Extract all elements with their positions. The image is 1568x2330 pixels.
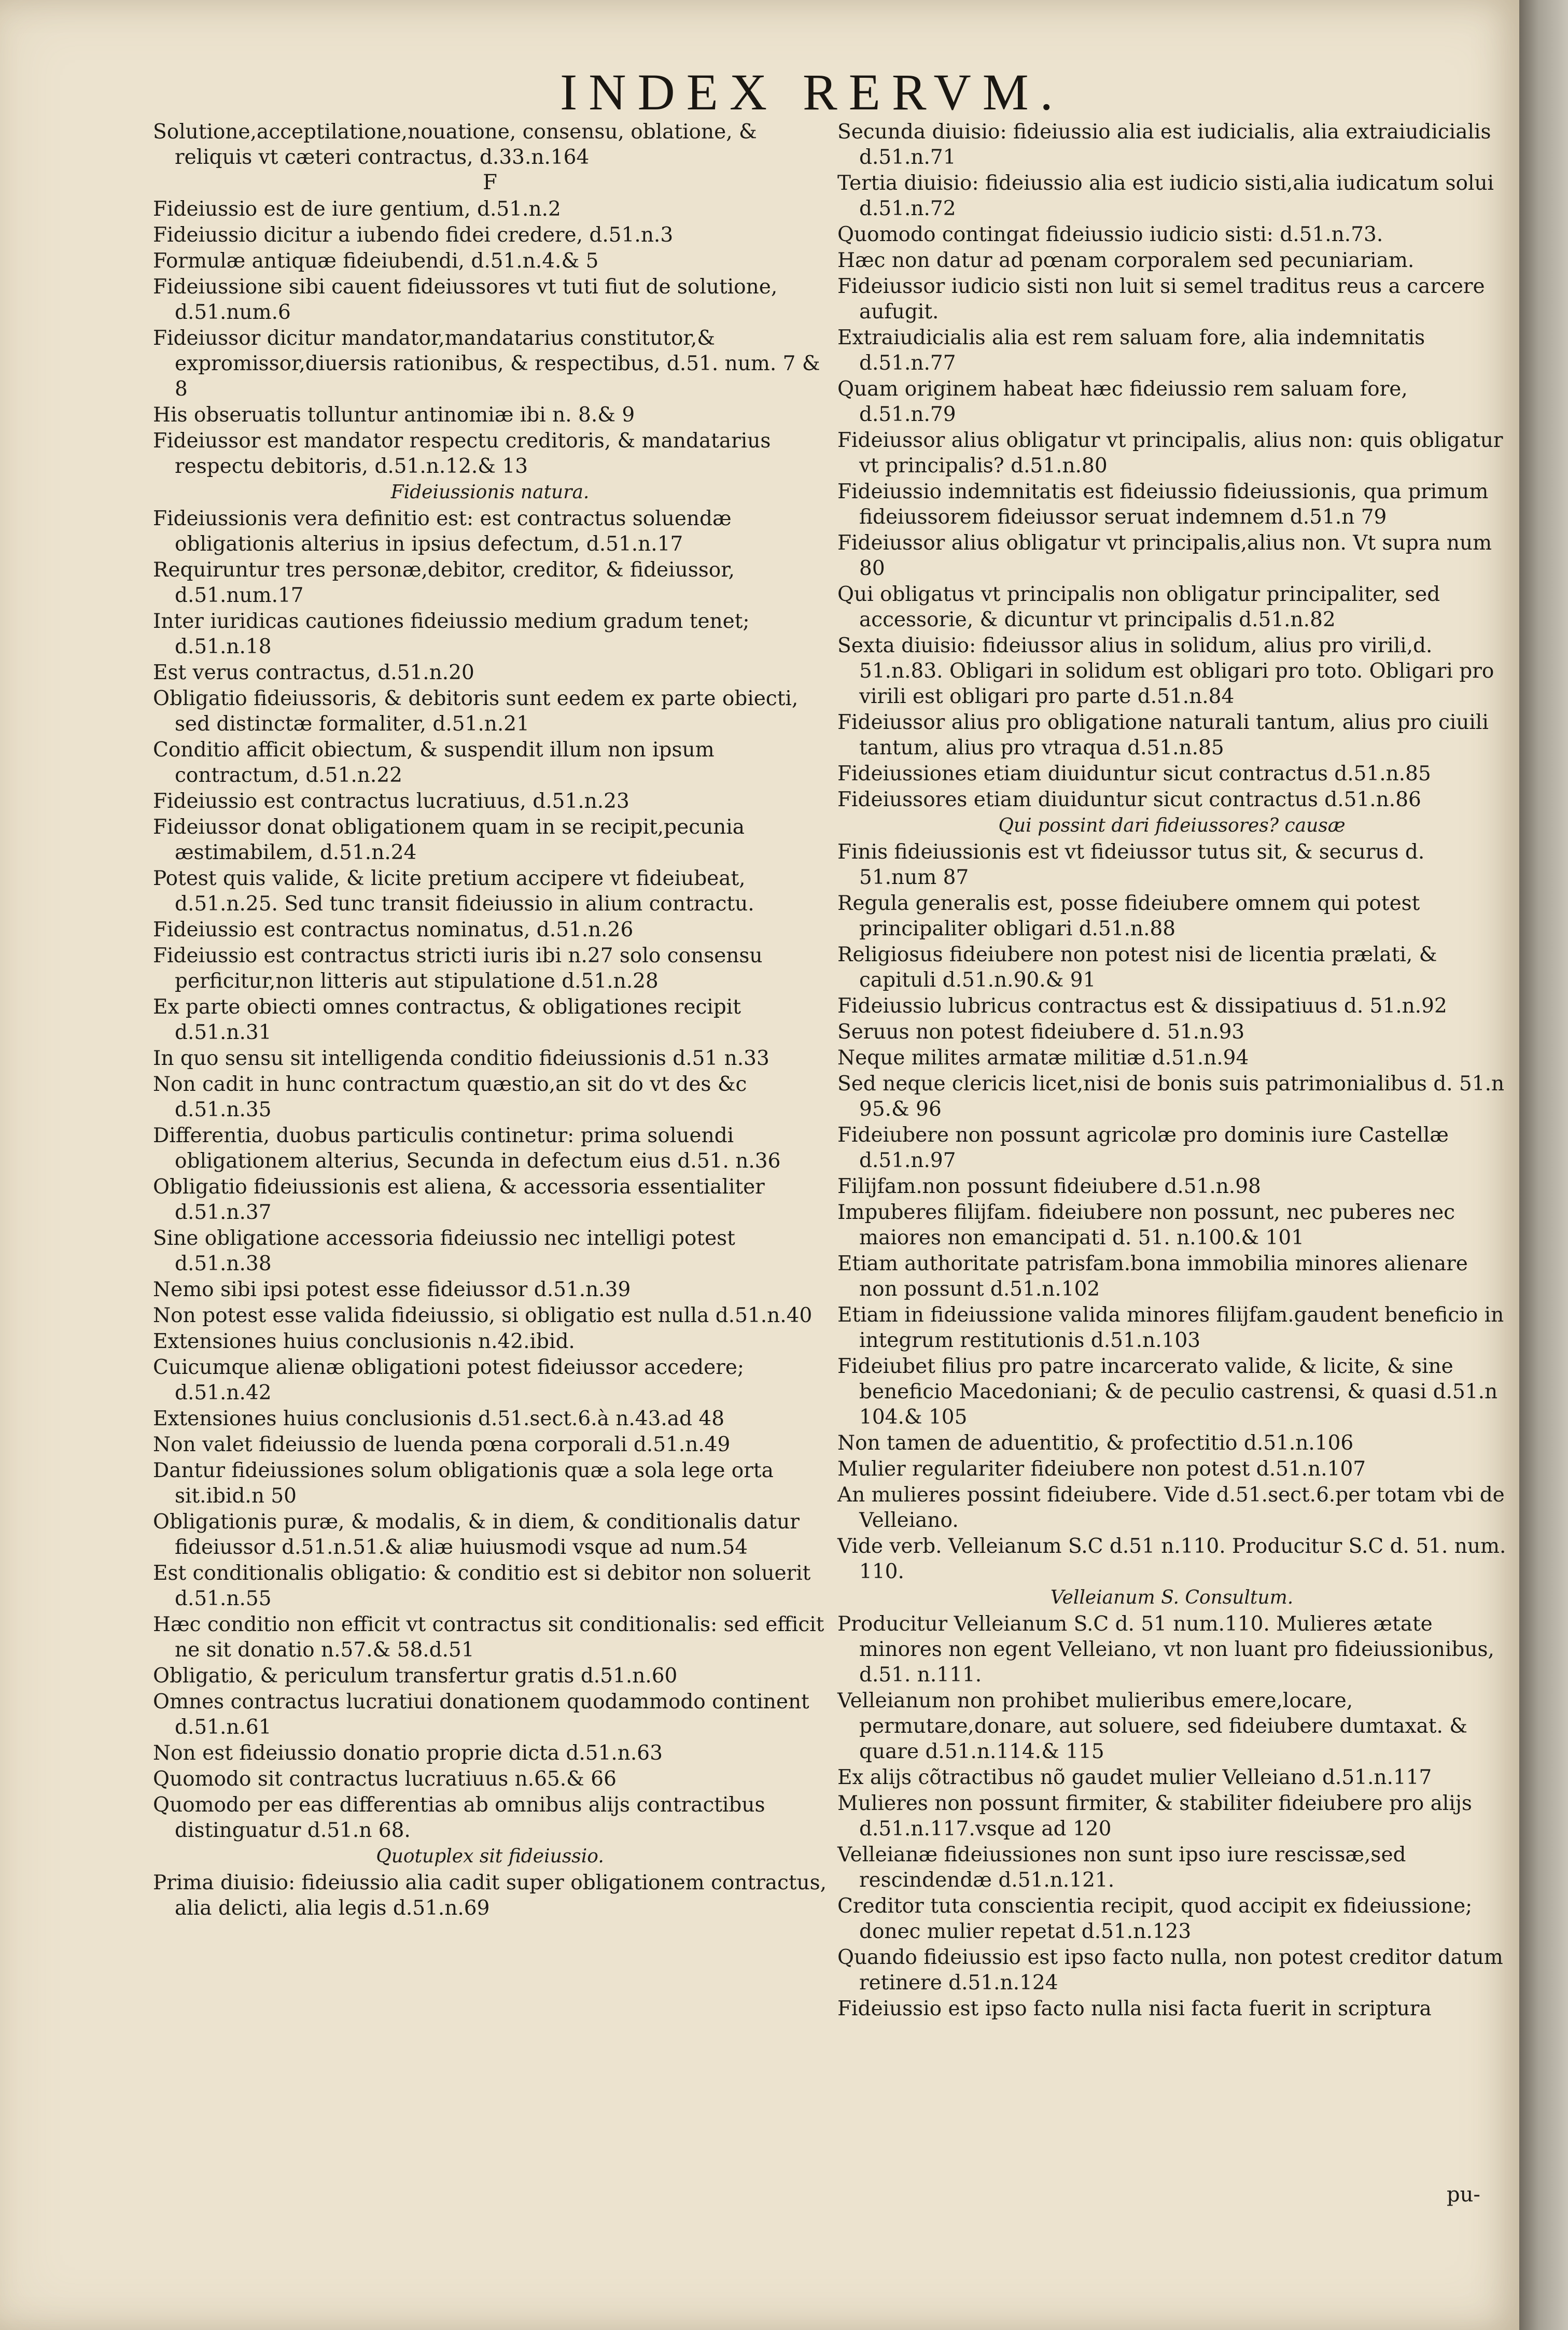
index-entry: Finis fideiussionis est vt fideiussor tutus sit, & securus d. 51.num 87 [837,840,1425,889]
index-entry: Ex alijs cõtractibus nõ gaudet mulier Velleiano d.51.n.117 [837,1766,1432,1789]
index-entry: Sed neque clericis licet,nisi de bonis suis patrimonialibus d. 51.n 95.& 96 [837,1072,1505,1121]
catchword: pu- [1447,2183,1480,2207]
index-entry: Fideiussor dicitur mandator,mandatarius constitutor,& expromissor,diuersis rationibus, & respectibus, d.51. num. 7 & 8 [153,327,820,401]
index-entry: Velleianum non prohibet mulieribus emere,locare, permutare,donare, aut soluere, sed fideiubere dumtaxat. & quare d.51.n.114.& 115 [837,1689,1467,1763]
left-column [153,119,827,1921]
index-entry: Seruus non potest fideiubere d. 51.n.93 [837,1020,1245,1044]
index-entry: Regula generalis est, posse fideiubere omnem qui potest principaliter obligari d.51.n.88 [837,892,1420,941]
page-edge [1519,0,1568,2330]
index-entry: Non cadit in hunc contractum quæstio,an sit do vt des &c d.51.n.35 [153,1073,747,1121]
index-entry: Non potest esse valida fideiussio, si obligatio est nulla d.51.n.40 [153,1304,813,1327]
section-heading: Fideiussionis natura. [390,482,590,503]
index-entry: Fideiussor est mandator respectu creditoris, & mandatarius respectu debitoris, d.51.n.12.& 13 [153,429,771,478]
index-entry: Fideiussor donat obligationem quam in se recipit,pecunia æstimabilem, d.51.n.24 [153,816,745,864]
index-entry: Filijfam.non possunt fideiubere d.51.n.98 [837,1175,1261,1198]
index-entry: In quo sensu sit intelligenda conditio fideiussionis d.51 n.33 [153,1047,769,1070]
index-entry: Extensiones huius conclusionis d.51.sect.6.à n.43.ad 48 [153,1407,725,1430]
index-entry: Quam originem habeat hæc fideiussio rem saluam fore, d.51.n.79 [837,377,1408,426]
index-entry: Potest quis valide, & licite pretium accipere vt fideiubeat, d.51.n.25. Sed tunc transit fideiussio in alium contractu. [153,867,754,916]
index-entry: Sexta diuisio: fideiussor alius in solidum, alius pro virili,d. 51.n.83. Obligari in solidum est obligari pro toto. Obligari pro virili est obligari pro parte d.51.n.84 [837,634,1494,708]
index-entry: An mulieres possint fideiubere. Vide d.51.sect.6.per totam vbi de Velleiano. [837,1483,1505,1532]
letter-heading: F [483,171,497,194]
index-entry: Impuberes filijfam. fideiubere non possunt, nec puberes nec maiores non emancipati d. 51. n.100.& 101 [837,1201,1455,1250]
index-entry: Non est fideiussio donatio proprie dicta d.51.n.63 [153,1742,663,1765]
index-entry: Fideiussor alius pro obligatione naturali tantum, alius pro ciuili tantum, alius pro vtraqua d.51.n.85 [837,711,1489,760]
index-entry: Religiosus fideiubere non potest nisi de licentia prælati, & capituli d.51.n.90.& 91 [837,943,1437,992]
index-entry: Extraiudicialis alia est rem saluam fore, alia indemnitatis d.51.n.77 [837,326,1425,375]
index-entry: Requiruntur tres personæ,debitor, creditor, & fideiussor, d.51.num.17 [153,558,735,607]
right-column [837,119,1506,2022]
index-entry: Quomodo per eas differentias ab omnibus alijs contractibus distinguatur d.51.n 68. [153,1793,765,1842]
index-entry: Est conditionalis obligatio: & conditio est si debitor non soluerit d.51.n.55 [153,1562,811,1610]
index-entry: Vide verb. Velleianum S.C d.51 n.110. Producitur S.C d. 51. num. 110. [837,1535,1506,1583]
index-entry: Fideiussio est contractus stricti iuris ibi n.27 solo consensu perficitur,non litteris aut stipulatione d.51.n.28 [153,944,763,993]
index-entry: Tertia diuisio: fideiussio alia est iudicio sisti,alia iudicatum solui d.51.n.72 [837,172,1494,220]
page-header: INDEX RERVM. [560,63,1065,121]
index-entry: Creditor tuta conscientia recipit, quod accipit ex fideiussione; donec mulier repetat d.51.n.123 [837,1894,1473,1943]
index-entry: Prima diuisio: fideiussio alia cadit super obligationem contractus, alia delicti, alia legis d.51.n.69 [153,1871,827,1920]
index-entry: Quomodo contingat fideiussio iudicio sisti: d.51.n.73. [837,223,1383,246]
index-entry: Mulieres non possunt firmiter, & stabiliter fideiubere pro alijs d.51.n.117.vsque ad 120 [837,1792,1472,1841]
index-entry: Fideiussionis vera definitio est: est contractus soluendæ obligationis alterius in ipsius defectum, d.51.n.17 [153,507,732,556]
index-entry: Dantur fideiussiones solum obligationis quæ a sola lege orta sit.ibid.n 50 [153,1459,774,1508]
section-heading: Velleianum S. Consultum. [1050,1587,1294,1608]
index-entry: Ex parte obiecti omnes contractus, & obligationes recipit d.51.n.31 [153,995,741,1044]
index-entry: Fideiussio est ipso facto nulla nisi facta fuerit in scriptura [837,1997,1432,2020]
index-entry: Obligatio fideiussoris, & debitoris sunt eedem ex parte obiecti, sed distinctæ formaliter, d.51.n.21 [153,687,799,736]
index-entry: Fideiussio est contractus nominatus, d.51.n.26 [153,918,634,942]
index-entry: Quando fideiussio est ipso facto nulla, non potest creditor datum retinere d.51.n.124 [837,1946,1503,1995]
index-entry: Quomodo sit contractus lucratiuus n.65.& 66 [153,1767,617,1791]
index-entry: Obligatio, & periculum transfertur gratis d.51.n.60 [153,1664,678,1688]
index-entry: Cuicumque alienæ obligationi potest fideiussor accedere; d.51.n.42 [153,1356,745,1405]
index-entry: Fideiussiones etiam diuiduntur sicut contractus d.51.n.85 [837,762,1431,785]
index-entry: Fideiussor alius obligatur vt principalis, alius non: quis obligatur vt principalis? d.51.n.80 [837,429,1503,478]
index-entry: Etiam in fideiussione valida minores filijfam.gaudent beneficio in integrum restitutionis d.51.n.103 [837,1303,1504,1352]
section-heading: Qui possint dari fideiussores? causæ [998,815,1346,836]
index-entry: Extensiones huius conclusionis n.42.ibid. [153,1330,575,1353]
index-entry: Fideiubet filius pro patre incarcerato valide, & licite, & sine beneficio Macedoniani; & de peculio castrensi, & quasi d.51.n 104.& 105 [837,1355,1498,1429]
index-entry: Nemo sibi ipsi potest esse fideiussor d.51.n.39 [153,1278,631,1301]
index-entry: His obseruatis tolluntur antinomiæ ibi n. 8.& 9 [153,403,635,427]
index-entry: Obligationis puræ, & modalis, & in diem, & conditionalis datur fideiussor d.51.n.51.& aliæ huiusmodi vsque ad num.54 [153,1510,800,1559]
index-entry: Sine obligatione accessoria fideiussio nec intelligi potest d.51.n.38 [153,1227,735,1275]
index-entry: Obligatio fideiussionis est aliena, & accessoria essentialiter d.51.n.37 [153,1175,765,1224]
index-entry: Fideiussio indemnitatis est fideiussio fideiussionis, qua primum fideiussorem fideiussor seruat indemnem d.51.n 79 [837,480,1489,529]
index-entry: Fideiussio est de iure gentium, d.51.n.2 [153,198,561,221]
index-entry: Fideiussores etiam diuiduntur sicut contractus d.51.n.86 [837,788,1421,811]
index-entry: Qui obligatus vt principalis non obligatur principaliter, sed accessorie, & dicuntur vt principalis d.51.n.82 [837,583,1440,631]
index-entry: Inter iuridicas cautiones fideiussio medium gradum tenet; d.51.n.18 [153,610,750,658]
index-entry: Hæc conditio non efficit vt contractus sit conditionalis: sed efficit ne sit donatio n.57.& 58.d.51 [153,1613,824,1662]
index-entry: Est verus contractus, d.51.n.20 [153,661,474,684]
index-entry: Fideiussio dicitur a iubendo fidei credere, d.51.n.3 [153,223,674,247]
index-entry: Producitur Velleianum S.C d. 51 num.110. Mulieres ætate minores non egent Velleiano, vt non luant pro fideiussionibus, d.51. n.111. [837,1612,1494,1687]
index-entry: Fideiussor iudicio sisti non luit si semel traditus reus a carcere aufugit. [837,275,1485,324]
section-heading: Quotuplex sit fideiussio. [376,1846,604,1867]
index-entry: Omnes contractus lucratiui donationem quodammodo continent d.51.n.61 [153,1690,809,1739]
index-entry: Fideiubere non possunt agricolæ pro dominis iure Castellæ d.51.n.97 [837,1124,1449,1172]
index-entry: Fideiussor alius obligatur vt principalis,alius non. Vt supra num 80 [837,531,1492,580]
index-entry: Non tamen de aduentitio, & profectitio d.51.n.106 [837,1431,1354,1455]
index-entry: Fideiussio lubricus contractus est & dissipatiuus d. 51.n.92 [837,994,1447,1018]
index-entry: Mulier regulariter fideiubere non potest d.51.n.107 [837,1457,1366,1481]
index-entry: Secunda diuisio: fideiussio alia est iudicialis, alia extraiudicialis d.51.n.71 [837,120,1491,169]
index-entry: Hæc non datur ad pœnam corporalem sed pecuniariam. [837,249,1415,272]
index-entry: Fideiussio est contractus lucratiuus, d.51.n.23 [153,790,629,813]
index-entry: Formulæ antiquæ fideiubendi, d.51.n.4.& 5 [153,249,599,273]
index-entry: Fideiussione sibi cauent fideiussores vt tuti fiut de solutione, d.51.num.6 [153,275,778,324]
index-entry: Velleianæ fideiussiones non sunt ipso iure rescissæ,sed rescindendæ d.51.n.121. [837,1843,1406,1892]
index-entry: Differentia, duobus particulis continetur: prima soluendi obligationem alterius, Secunda in defectum eius d.51. n.36 [153,1124,781,1173]
index-entry: Non valet fideiussio de luenda pœna corporali d.51.n.49 [153,1433,731,1456]
index-entry: Etiam authoritate patrisfam.bona immobilia minores alienare non possunt d.51.n.102 [837,1252,1468,1301]
index-entry: Conditio afficit obiectum, & suspendit illum non ipsum contractum, d.51.n.22 [153,738,715,787]
index-entry: Solutione,acceptilatione,nouatione, consensu, oblatione, & reliquis vt cæteri contractus, d.33.n.164 [153,120,757,169]
index-entry: Neque milites armatæ militiæ d.51.n.94 [837,1046,1249,1070]
